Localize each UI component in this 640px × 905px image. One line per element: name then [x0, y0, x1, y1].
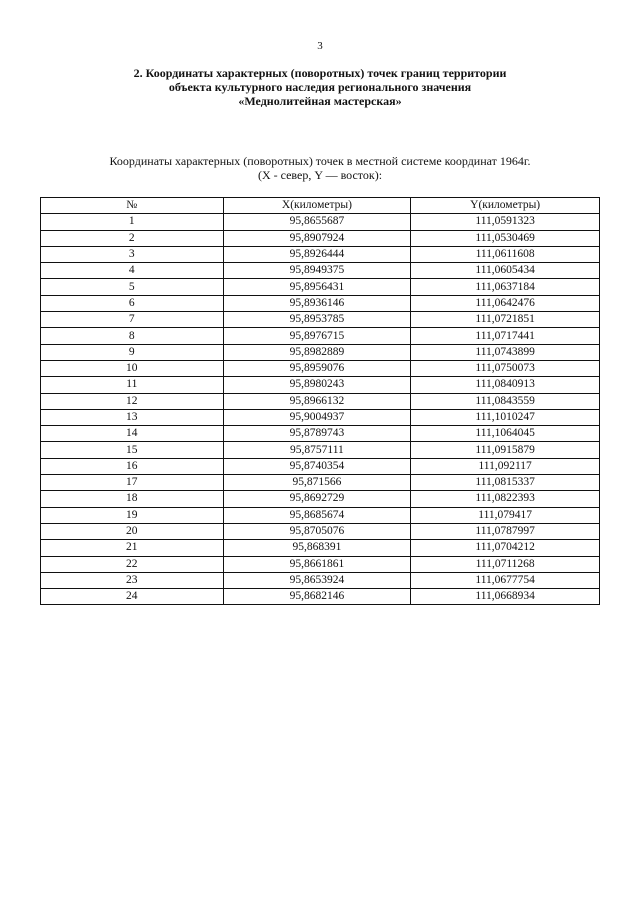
point-number-cell: 5	[41, 279, 224, 295]
table-row	[41, 458, 600, 474]
x-coordinate-cell: 95,8926444	[223, 246, 411, 262]
table-row	[41, 491, 600, 507]
point-number-cell: 1	[41, 214, 224, 230]
y-coordinate-cell: 111,0915879	[411, 442, 600, 458]
y-coordinate-cell: 111,0750073	[411, 360, 600, 376]
y-coordinate-cell: 111,0605434	[411, 263, 600, 279]
y-coordinate-cell: 111,0704212	[411, 540, 600, 556]
point-number-cell: 24	[41, 589, 224, 605]
table-row	[41, 377, 600, 393]
x-coordinate-cell: 95,8655687	[223, 214, 411, 230]
table-header-row	[41, 198, 600, 214]
point-number-cell: 23	[41, 572, 224, 588]
point-number-cell: 3	[41, 246, 224, 262]
point-number-cell: 8	[41, 328, 224, 344]
point-number-cell: 7	[41, 312, 224, 328]
table-row	[41, 507, 600, 523]
table-row	[41, 328, 600, 344]
x-coordinate-cell: 95,8953785	[223, 312, 411, 328]
x-coordinate-cell: 95,8949375	[223, 263, 411, 279]
y-coordinate-cell: 111,0721851	[411, 312, 600, 328]
table-body	[41, 214, 600, 605]
y-coordinate-cell: 111,0591323	[411, 214, 600, 230]
y-coordinate-cell: 111,0637184	[411, 279, 600, 295]
x-coordinate-cell: 95,8661861	[223, 556, 411, 572]
x-coordinate-cell: 95,8959076	[223, 360, 411, 376]
x-coordinate-cell: 95,8982889	[223, 344, 411, 360]
table-row	[41, 230, 600, 246]
table-row	[41, 312, 600, 328]
table-row	[41, 589, 600, 605]
y-coordinate-cell: 111,079417	[411, 507, 600, 523]
y-coordinate-cell: 111,0822393	[411, 491, 600, 507]
caption-line-1: Координаты характерных (поворотных) точек в местной системе координат 1964г.	[109, 154, 531, 168]
section-heading	[60, 66, 580, 108]
table-caption	[60, 154, 580, 182]
point-number-cell: 12	[41, 393, 224, 409]
y-coordinate-cell: 111,1064045	[411, 426, 600, 442]
table-row	[41, 540, 600, 556]
y-coordinate-cell: 111,0611608	[411, 246, 600, 262]
point-number-cell: 11	[41, 377, 224, 393]
x-coordinate-cell: 95,8907924	[223, 230, 411, 246]
x-coordinate-cell: 95,8966132	[223, 393, 411, 409]
caption-line-2: (X - север, Y — восток):	[257, 168, 383, 182]
x-coordinate-cell: 95,8757111	[223, 442, 411, 458]
y-coordinate-cell: 111,0743899	[411, 344, 600, 360]
point-number-cell: 21	[41, 540, 224, 556]
y-coordinate-cell: 111,0642476	[411, 295, 600, 311]
point-number-cell: 19	[41, 507, 224, 523]
x-coordinate-cell: 95,8740354	[223, 458, 411, 474]
table-row	[41, 214, 600, 230]
x-coordinate-cell: 95,8789743	[223, 426, 411, 442]
point-number-cell: 10	[41, 360, 224, 376]
table-row	[41, 263, 600, 279]
table-row	[41, 393, 600, 409]
x-coordinate-cell: 95,8682146	[223, 589, 411, 605]
table-row	[41, 426, 600, 442]
x-coordinate-cell: 95,8976715	[223, 328, 411, 344]
table-row	[41, 556, 600, 572]
table-row	[41, 344, 600, 360]
point-number-cell: 2	[41, 230, 224, 246]
point-number-cell: 15	[41, 442, 224, 458]
point-number-cell: 9	[41, 344, 224, 360]
x-coordinate-cell: 95,8692729	[223, 491, 411, 507]
x-coordinate-cell: 95,8936146	[223, 295, 411, 311]
y-coordinate-cell: 111,0843559	[411, 393, 600, 409]
x-coordinate-cell: 95,8956431	[223, 279, 411, 295]
table-row	[41, 475, 600, 491]
coordinates-table	[40, 197, 600, 605]
header-y: Y(километры)	[411, 198, 600, 214]
x-coordinate-cell: 95,8705076	[223, 523, 411, 539]
table-row	[41, 360, 600, 376]
x-coordinate-cell: 95,9004937	[223, 409, 411, 425]
point-number-cell: 16	[41, 458, 224, 474]
point-number-cell: 22	[41, 556, 224, 572]
y-coordinate-cell: 111,092117	[411, 458, 600, 474]
table-row	[41, 295, 600, 311]
x-coordinate-cell: 95,8685674	[223, 507, 411, 523]
x-coordinate-cell: 95,8980243	[223, 377, 411, 393]
table-row	[41, 409, 600, 425]
heading-line-2: объекта культурного наследия регионального значения	[168, 80, 472, 94]
y-coordinate-cell: 111,0717441	[411, 328, 600, 344]
heading-line-1: 2. Координаты характерных (поворотных) точек границ территории	[133, 66, 507, 80]
y-coordinate-cell: 111,0815337	[411, 475, 600, 491]
y-coordinate-cell: 111,0840913	[411, 377, 600, 393]
table-row	[41, 279, 600, 295]
header-x: X(километры)	[223, 198, 411, 214]
page-number: 3	[317, 40, 323, 52]
point-number-cell: 4	[41, 263, 224, 279]
table-row	[41, 523, 600, 539]
table-row	[41, 442, 600, 458]
point-number-cell: 13	[41, 409, 224, 425]
x-coordinate-cell: 95,8653924	[223, 572, 411, 588]
point-number-cell: 20	[41, 523, 224, 539]
table-row	[41, 572, 600, 588]
point-number-cell: 18	[41, 491, 224, 507]
heading-line-3: «Меднолитейная мастерская»	[238, 94, 402, 108]
point-number-cell: 6	[41, 295, 224, 311]
y-coordinate-cell: 111,1010247	[411, 409, 600, 425]
table-row	[41, 246, 600, 262]
y-coordinate-cell: 111,0711268	[411, 556, 600, 572]
y-coordinate-cell: 111,0668934	[411, 589, 600, 605]
point-number-cell: 14	[41, 426, 224, 442]
header-number: №	[41, 198, 224, 214]
point-number-cell: 17	[41, 475, 224, 491]
y-coordinate-cell: 111,0787997	[411, 523, 600, 539]
x-coordinate-cell: 95,871566	[223, 475, 411, 491]
x-coordinate-cell: 95,868391	[223, 540, 411, 556]
y-coordinate-cell: 111,0677754	[411, 572, 600, 588]
y-coordinate-cell: 111,0530469	[411, 230, 600, 246]
